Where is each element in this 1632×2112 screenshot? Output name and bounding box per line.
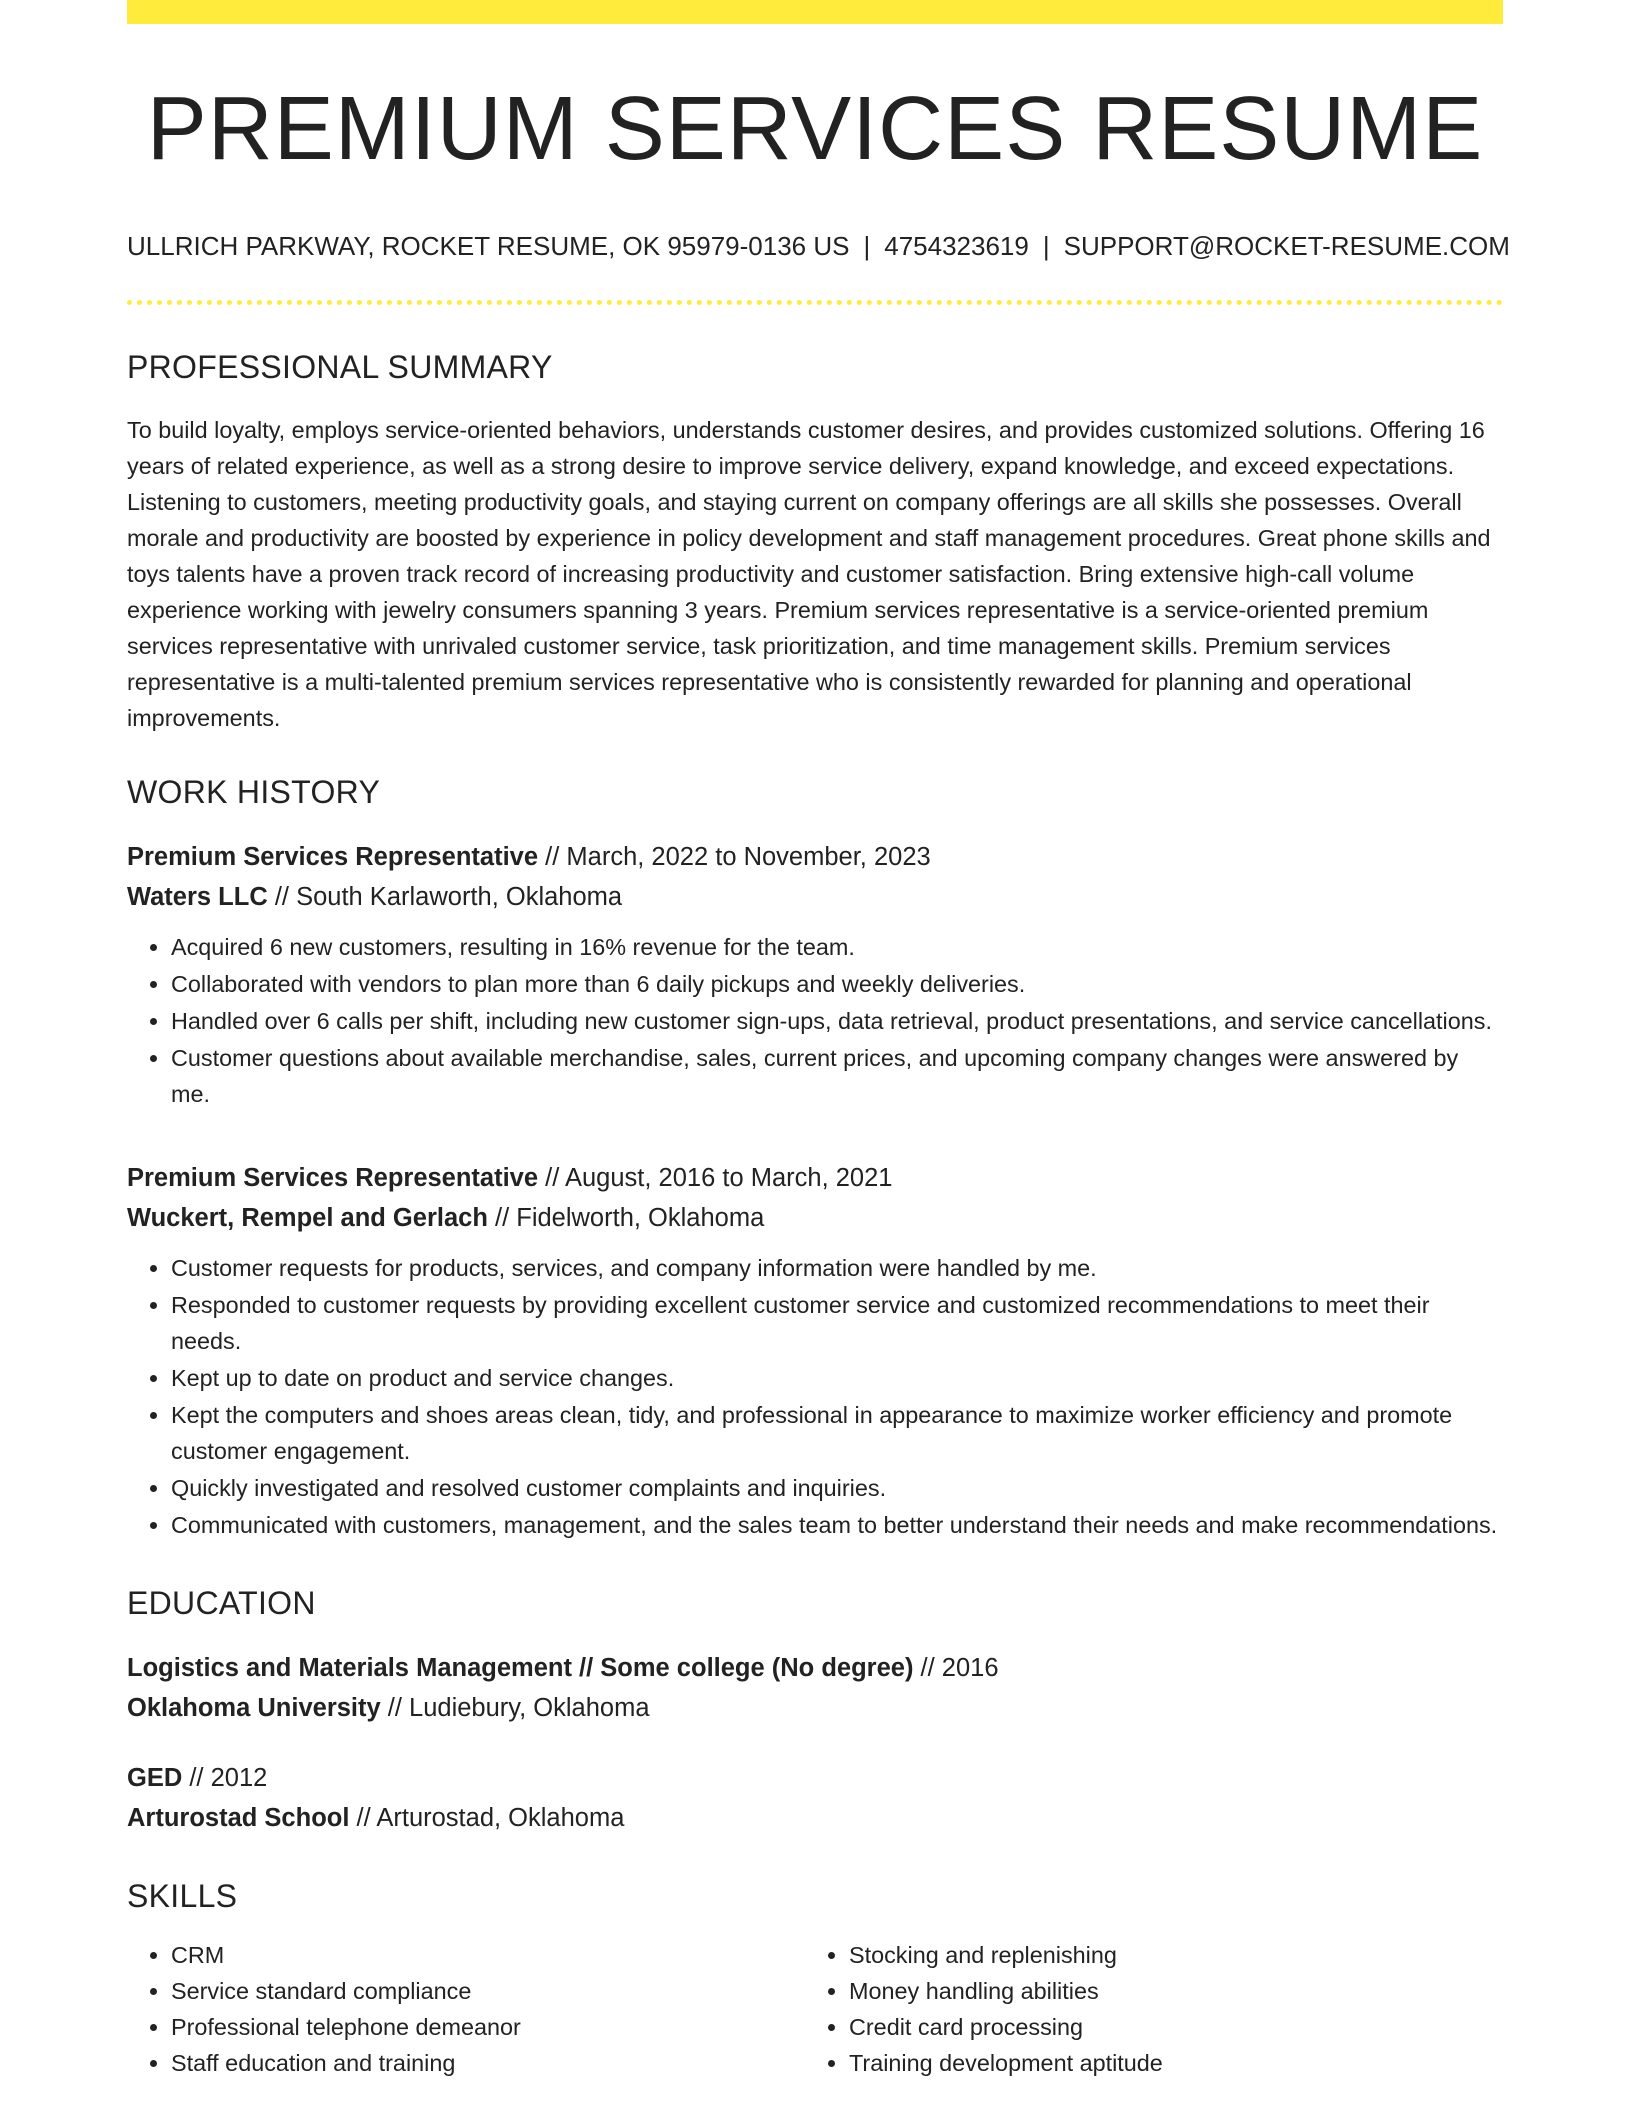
job-role: Premium Services Representative	[127, 1164, 539, 1192]
skills-list-left	[127, 1937, 805, 2081]
skills-columns	[127, 1937, 1503, 2081]
section-title-work-history: WORK HISTORY	[127, 774, 381, 810]
list-item: • Collaborated with vendors to plan more than 6 daily pickups and weekly deliveries.	[171, 966, 1503, 1002]
skill-item: • Professional telephone demeanor	[171, 2009, 805, 2045]
contact-email: SUPPORT@ROCKET-RESUME.COM	[1063, 231, 1510, 261]
job-location: // Fidelworth, Oklahoma	[487, 1204, 765, 1232]
skill-item: • Service standard compliance	[171, 1973, 805, 2009]
list-item: • Kept up to date on product and service changes.	[171, 1360, 1503, 1396]
skill-item: • Stocking and replenishing	[849, 1937, 1483, 1973]
education-school-line	[127, 1798, 1503, 1838]
list-item: • Acquired 6 new customers, resulting in 16% revenue for the team.	[171, 929, 1503, 965]
contact-separator: |	[863, 231, 871, 261]
job-bullets	[127, 1250, 1503, 1543]
contact-line	[127, 231, 1510, 262]
summary-text: To build loyalty, employs service-oriented behaviors, understands customer desires, and provides customized solutions. Offering 16 years of related experience, as well as a strong desire to improve service delivery, expand knowledge, and exceed expectations. Listening to customers, meeting productivity goals, and staying current on company offerings are all skills she possesses. Overall morale and productivity are boosted by experience in policy development and staff management procedures. Great phone skills and toys talents have a proven track record of increasing productivity and customer satisfaction. Bring extensive high-call volume experience working with jewelry consumers spanning 3 years. Premium services representative is a service-oriented premium services representative with unrivaled customer service, task prioritization, and time management skills. Premium services representative is a multi-talented premium services representative who is consistently rewarded for planning and operational improvements.	[127, 417, 1491, 731]
list-item: • Customer questions about available merchandise, sales, current prices, and upcoming company changes were answered by me.	[171, 1040, 1503, 1112]
contact-phone: 4754323619	[884, 231, 1029, 261]
job-role-line	[127, 837, 1503, 877]
education-entry	[127, 1758, 1503, 1838]
skill-item: • CRM	[171, 1937, 805, 1973]
list-item: • Kept the computers and shoes areas clean, tidy, and professional in appearance to maximize worker efficiency and promote customer engagement.	[171, 1397, 1503, 1469]
list-item: • Responded to customer requests by providing excellent customer service and customized recommendations to meet their needs.	[171, 1287, 1503, 1359]
skills-list-right	[805, 1937, 1483, 2081]
contact-address: ULLRICH PARKWAY, ROCKET RESUME, OK 95979-0136 US	[127, 231, 850, 261]
education-degree-line	[127, 1758, 1503, 1798]
list-item: • Quickly investigated and resolved customer complaints and inquiries.	[171, 1470, 1503, 1506]
education-school-line	[127, 1688, 1503, 1728]
education-school: Oklahoma University	[127, 1694, 381, 1722]
resume-page	[127, 0, 1510, 2081]
section-title-education: EDUCATION	[127, 1585, 316, 1621]
education-school: Arturostad School	[127, 1804, 350, 1832]
list-item: • Handled over 6 calls per shift, including new customer sign-ups, data retrieval, product presentations, and service cancellations.	[171, 1003, 1503, 1039]
education-degree: GED	[127, 1764, 183, 1792]
job-entry	[127, 837, 1503, 1112]
skill-item: • Money handling abilities	[849, 1973, 1483, 2009]
job-entry	[127, 1158, 1503, 1543]
education-degree-line	[127, 1648, 1503, 1688]
job-dates: // March, 2022 to November, 2023	[538, 843, 931, 871]
education-degree: Logistics and Materials Management // Some college (No degree)	[127, 1654, 914, 1682]
top-accent-bar	[127, 0, 1503, 24]
resume-title: PREMIUM SERVICES RESUME	[146, 79, 1484, 179]
job-company-line	[127, 1198, 1503, 1238]
dotted-divider	[127, 300, 1503, 305]
skill-item: • Training development aptitude	[849, 2045, 1483, 2081]
job-bullets	[127, 929, 1503, 1112]
education-entry	[127, 1648, 1503, 1728]
skill-item: • Staff education and training	[171, 2045, 805, 2081]
skill-item: • Credit card processing	[849, 2009, 1483, 2045]
list-item: • Customer requests for products, services, and company information were handled by me.	[171, 1250, 1503, 1286]
education-location: // Arturostad, Oklahoma	[349, 1804, 625, 1832]
education-year: // 2016	[913, 1654, 999, 1682]
job-dates: // August, 2016 to March, 2021	[538, 1164, 893, 1192]
education-year: // 2012	[182, 1764, 268, 1792]
job-company: Wuckert, Rempel and Gerlach	[127, 1204, 488, 1232]
section-title-skills: SKILLS	[127, 1878, 238, 1914]
job-company: Waters LLC	[127, 883, 268, 911]
list-item: • Communicated with customers, management, and the sales team to better understand their needs and make recommendations.	[171, 1507, 1503, 1543]
job-role-line	[127, 1158, 1503, 1198]
contact-separator: |	[1042, 231, 1050, 261]
job-role: Premium Services Representative	[127, 843, 539, 871]
job-location: // South Karlaworth, Oklahoma	[267, 883, 623, 911]
education-location: // Ludiebury, Oklahoma	[380, 1694, 650, 1722]
job-company-line	[127, 877, 1503, 917]
section-title-summary: PROFESSIONAL SUMMARY	[127, 349, 553, 385]
